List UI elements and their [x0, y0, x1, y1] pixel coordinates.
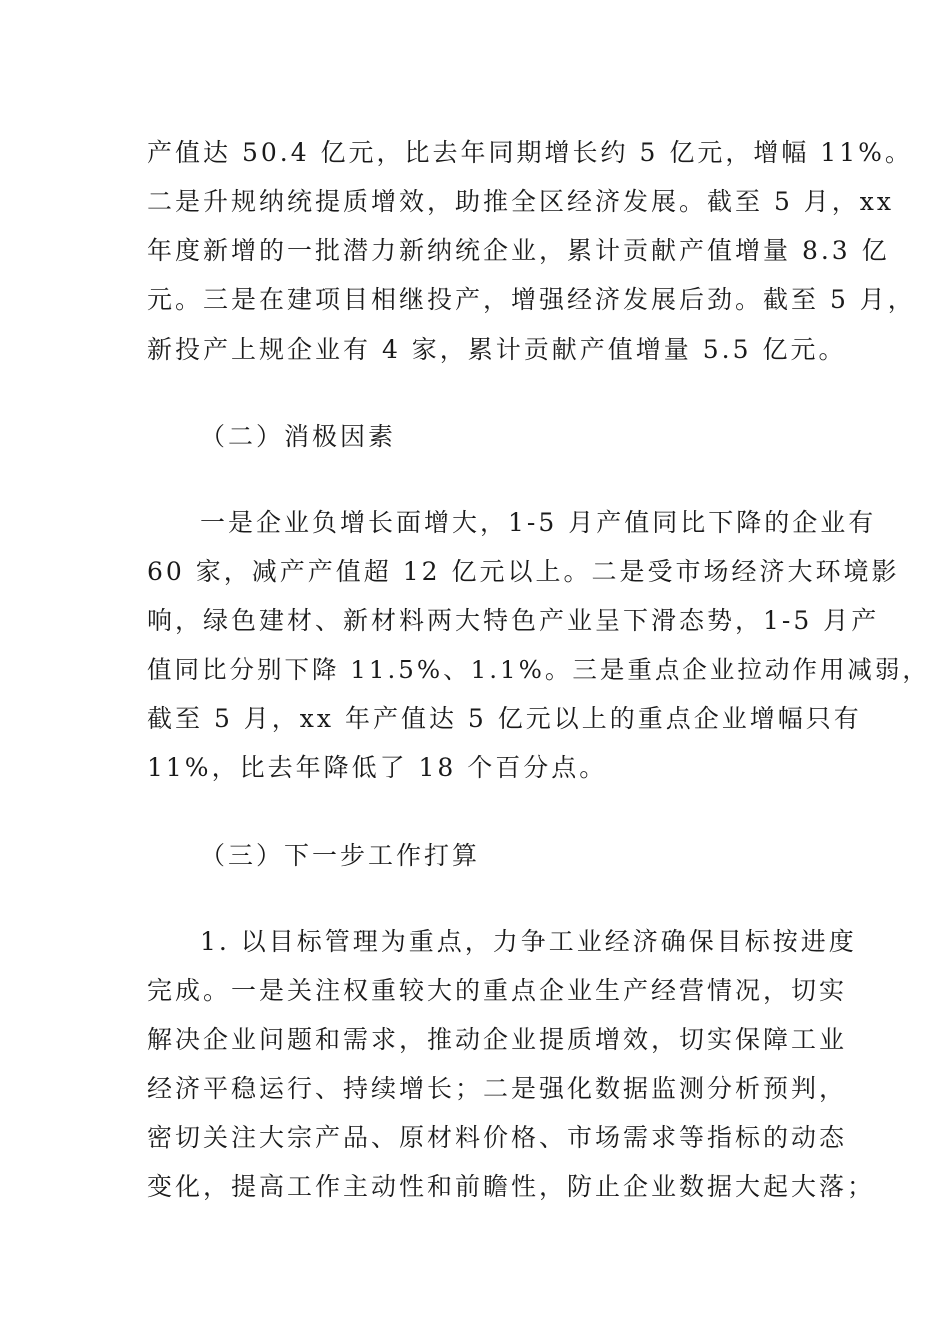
text-line: 完成。一是关注权重较大的重点企业生产经营情况，切实 — [147, 976, 848, 1005]
text-line: 二是升规纳统提质增效，助推全区经济发展。截至 5 月，xx — [147, 187, 894, 216]
text-line: 产值达 50.4 亿元，比去年同期增长约 5 亿元，增幅 11%。 — [147, 138, 913, 167]
text-line: 年度新增的一批潜力新纳统企业，累计贡献产值增量 8.3 亿 — [147, 236, 890, 265]
section-heading-next-steps: （三）下一步工作打算 — [200, 841, 481, 870]
text-line: 值同比分别下降 11.5%、1.1%。三是重点企业拉动作用减弱， — [147, 655, 930, 684]
text-line: 密切关注大宗产品、原材料价格、市场需求等指标的动态 — [147, 1123, 848, 1152]
text-line: 1. 以目标管理为重点，力争工业经济确保目标按进度 — [200, 927, 857, 956]
text-line: 解决企业问题和需求，推动企业提质增效，切实保障工业 — [147, 1025, 848, 1054]
text-line: 变化，提高工作主动性和前瞻性，防止企业数据大起大落； — [147, 1172, 876, 1201]
text-line: 一是企业负增长面增大，1-5 月产值同比下降的企业有 — [200, 508, 877, 537]
text-line: 11%，比去年降低了 18 个百分点。 — [147, 753, 608, 782]
text-line: 新投产上规企业有 4 家，累计贡献产值增量 5.5 亿元。 — [147, 335, 847, 364]
text-line: 经济平稳运行、持续增长；二是强化数据监测分析预判， — [147, 1074, 848, 1103]
text-line: 60 家，减产产值超 12 亿元以上。二是受市场经济大环境影 — [147, 557, 900, 586]
section-heading-negative-factors: （二）消极因素 — [200, 422, 397, 451]
text-line: 响，绿色建材、新材料两大特色产业呈下滑态势，1-5 月产 — [147, 606, 880, 635]
text-line: 元。三是在建项目相继投产，增强经济发展后劲。截至 5 月， — [147, 285, 916, 314]
text-line: 截至 5 月，xx 年产值达 5 亿元以上的重点企业增幅只有 — [147, 704, 862, 733]
